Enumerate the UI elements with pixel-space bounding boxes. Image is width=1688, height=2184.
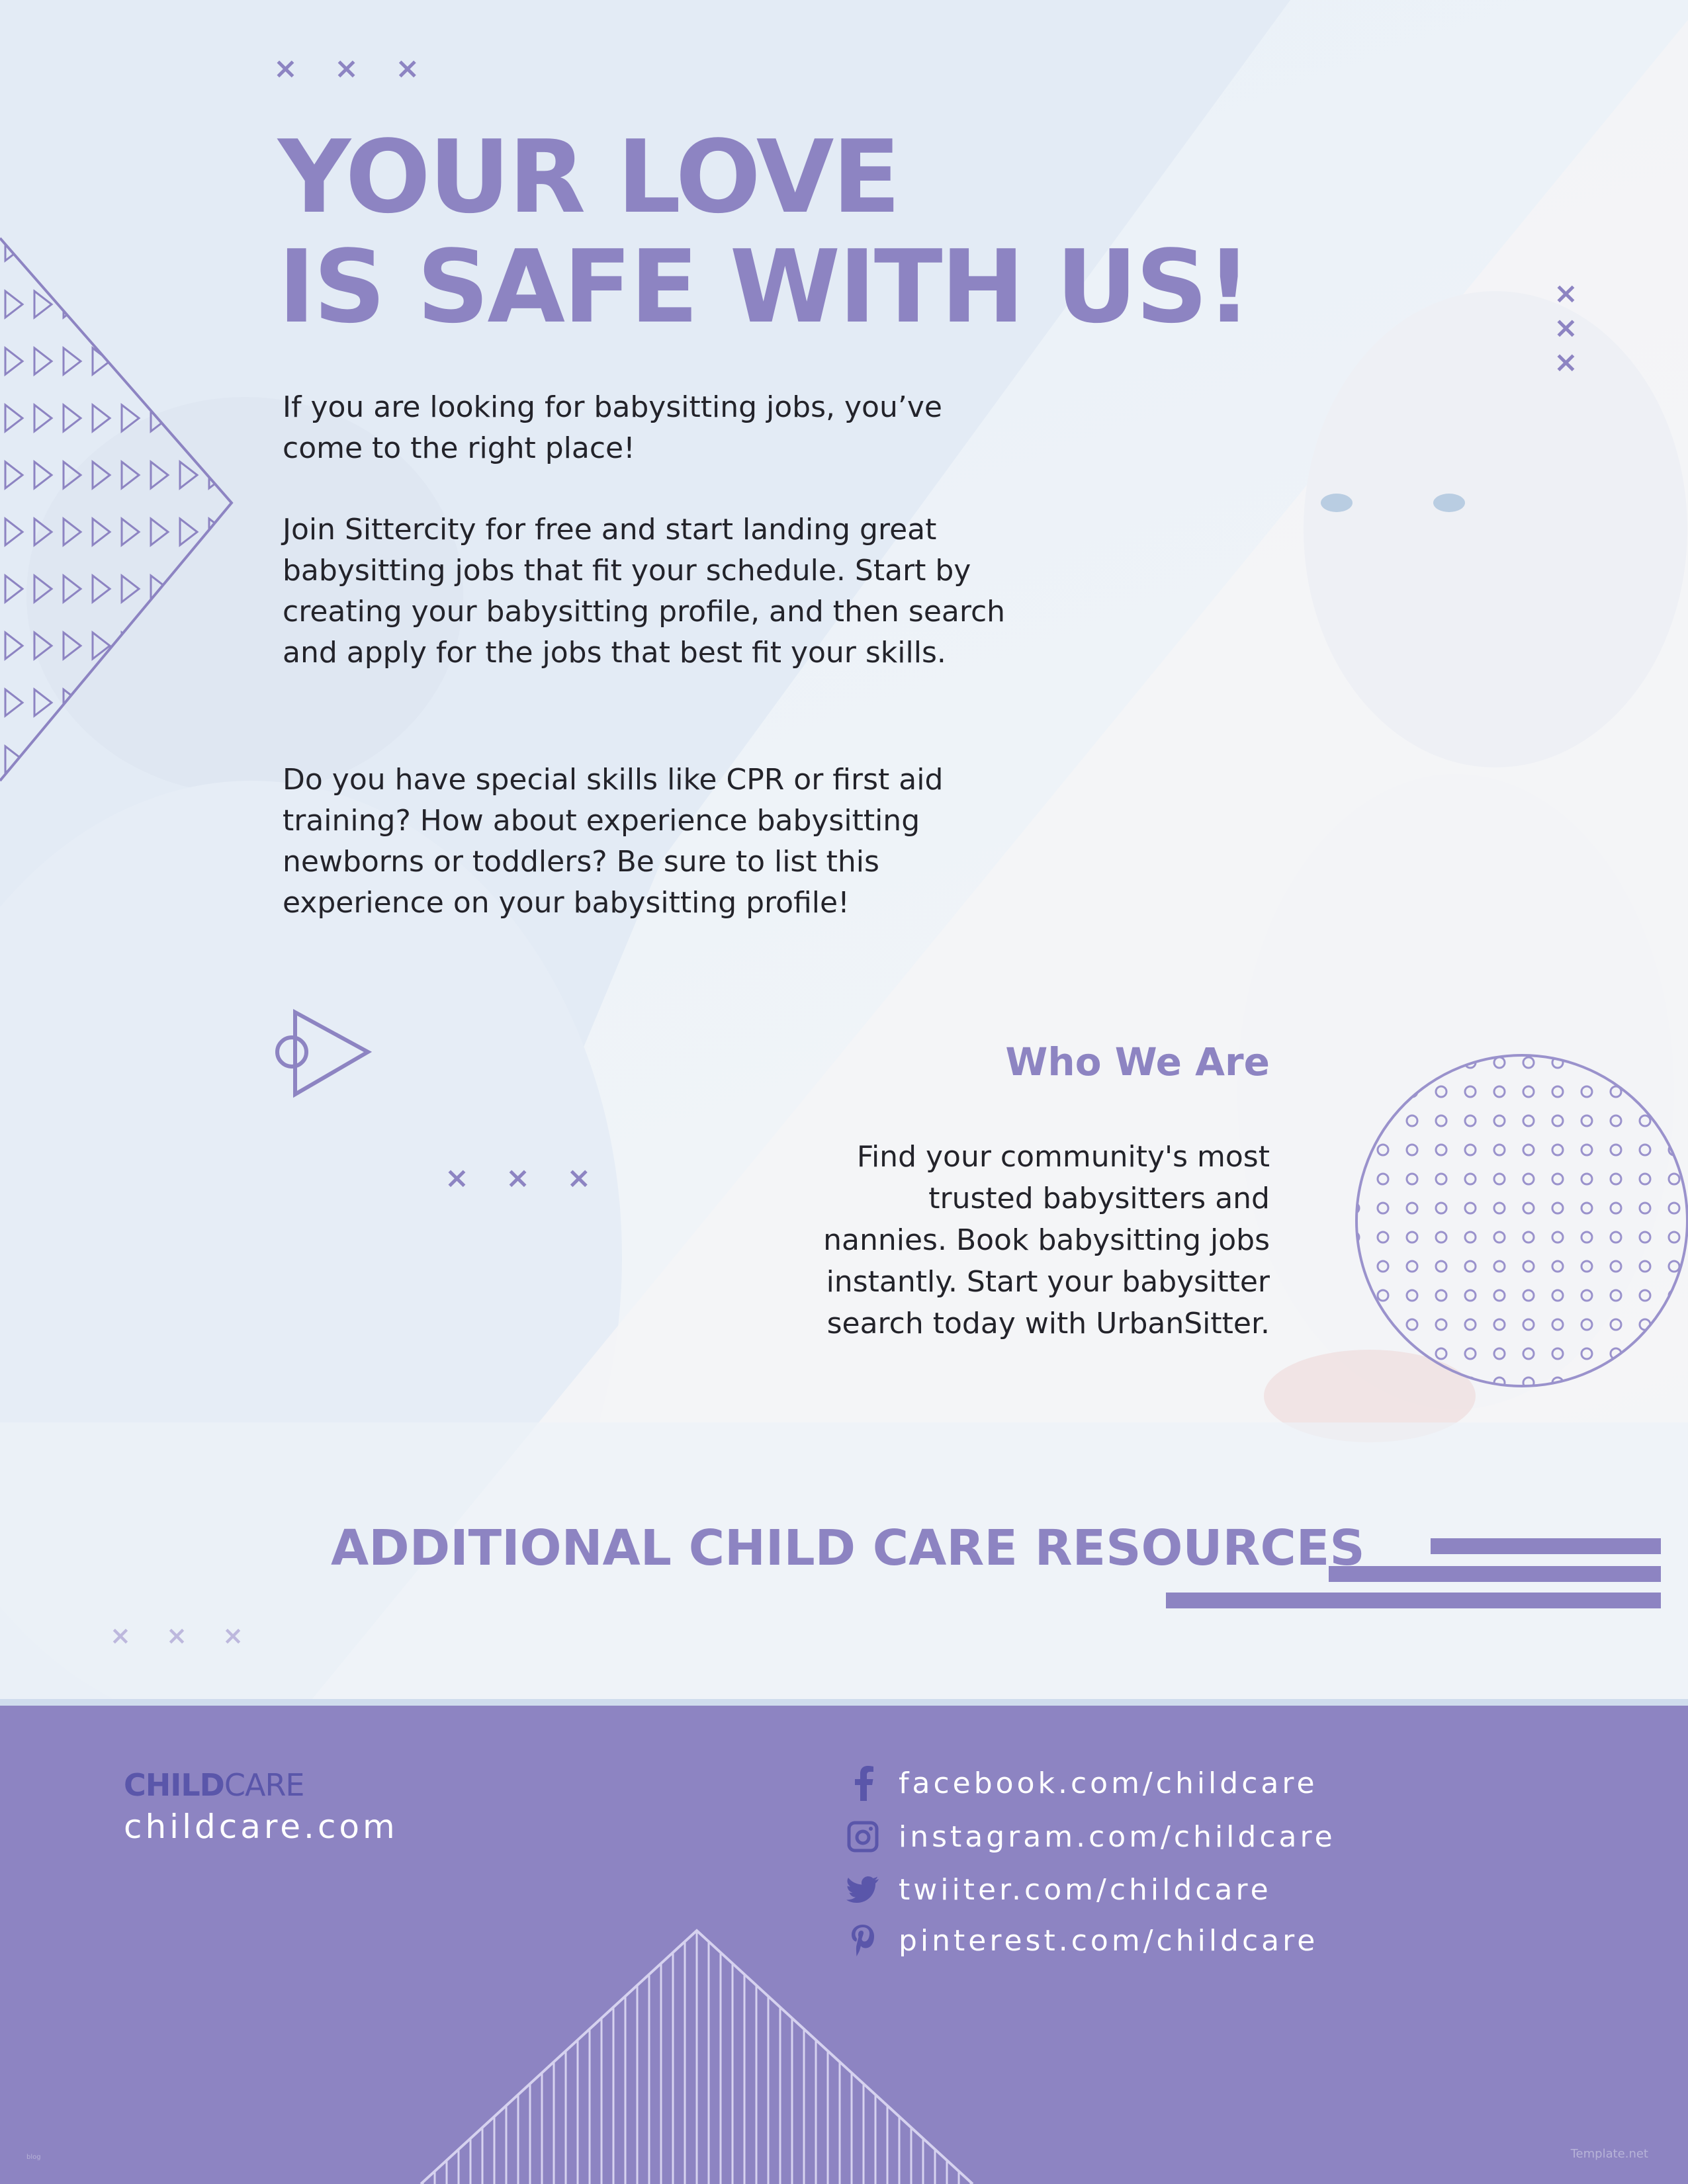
credit-right: Template.net — [1570, 2147, 1648, 2161]
headline-line-1: YOUR LOVE — [278, 118, 899, 236]
who-we-are-heading: Who We Are — [1005, 1039, 1270, 1084]
x-mark: × — [1554, 345, 1578, 379]
brand-logo — [124, 1767, 304, 1804]
intro-paragraph-3: Do you have special skills like CPR or first aid training? How about experience babysitting newborns or toddlers? Be sure to list this experience on your babysitting profile! — [283, 763, 944, 920]
x-mark: × — [1554, 311, 1578, 345]
x-marks-right — [1554, 277, 1578, 380]
pinterest-label: pinterest.com/childcare — [899, 1923, 1319, 1958]
resources-heading: ADDITIONAL CHILD CARE RESOURCES — [331, 1520, 1365, 1577]
x-marks-bottom-left: × × × — [110, 1621, 257, 1650]
social-pinterest[interactable] — [846, 1917, 1375, 1964]
twitter-label: twiiter.com/childcare — [899, 1872, 1272, 1907]
pinterest-icon — [846, 1923, 880, 1958]
headline-line-2: IS SAFE WITH US! — [278, 228, 1250, 345]
facebook-icon — [846, 1766, 880, 1800]
credit-left: blog — [26, 2154, 41, 2161]
twitter-icon — [846, 1872, 880, 1907]
headline — [278, 118, 1250, 345]
social-facebook[interactable] — [846, 1760, 1375, 1806]
intro-paragraph-2: Join Sittercity for free and start landing great babysitting jobs that fit your schedule. Start by creating your babysitting profile, and then search and apply for the jobs that best fit your skills. — [283, 513, 1006, 670]
social-instagram[interactable] — [846, 1813, 1375, 1860]
x-mark: × — [1554, 277, 1578, 310]
website-link[interactable]: childcare.com — [124, 1808, 398, 1846]
intro-paragraph-1: If you are looking for babysitting jobs, you’ve come to the right place! — [283, 390, 942, 465]
facebook-label: facebook.com/childcare — [899, 1766, 1318, 1800]
x-marks-top: × × × — [273, 52, 433, 85]
who-we-are-body: Find your community's most trusted babysitters and nannies. Book babysitting jobs instantly. Start your babysitter search today with UrbanSitter. — [823, 1140, 1270, 1340]
brand-light: CARE — [224, 1767, 304, 1803]
instagram-label: instagram.com/childcare — [899, 1819, 1336, 1854]
social-twitter[interactable] — [846, 1866, 1375, 1913]
x-marks-middle: × × × — [445, 1161, 605, 1195]
instagram-icon — [846, 1819, 880, 1854]
brand-bold: CHILD — [124, 1767, 224, 1803]
